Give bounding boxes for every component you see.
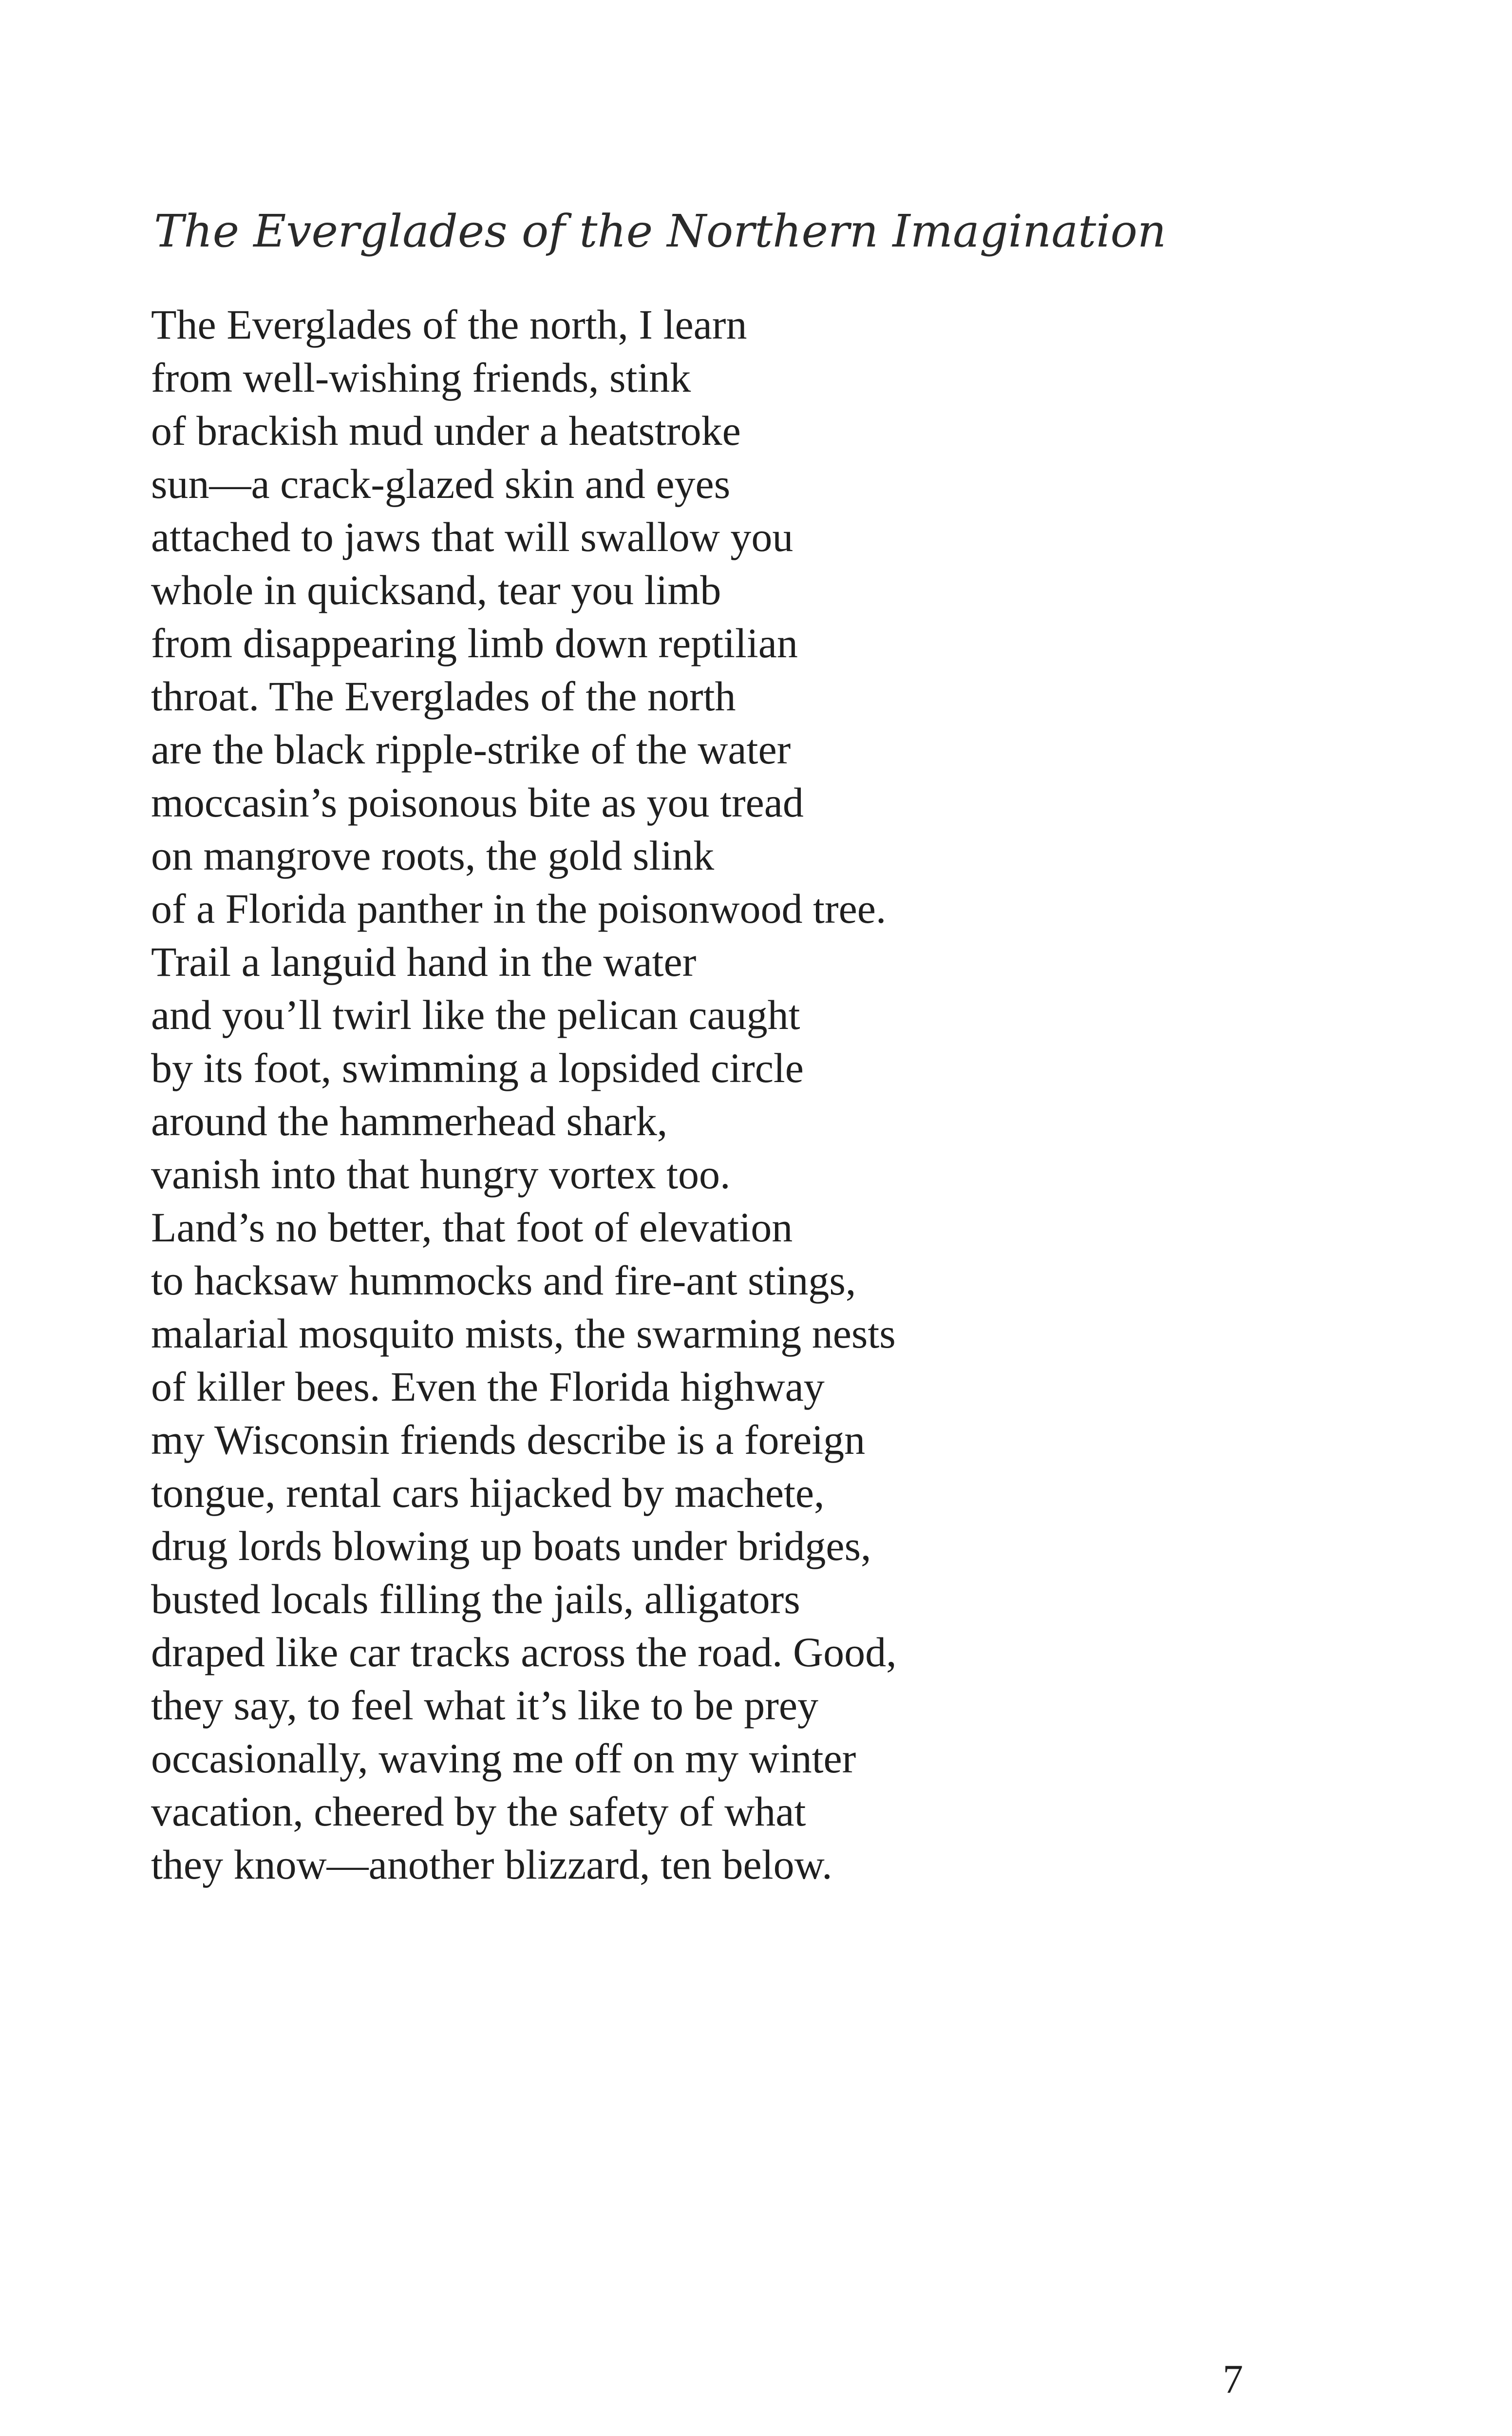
poem-line: Land’s no better, that foot of elevation [151,1204,793,1251]
poem-line: are the black ripple-strike of the water [151,726,791,773]
poem-line: occasionally, waving me off on my winter [151,1735,856,1782]
poem-line: to hacksaw hummocks and fire-ant stings, [151,1257,856,1304]
poem-line: on mangrove roots, the gold slink [151,832,715,879]
poem-line: tongue, rental cars hijacked by machete, [151,1469,825,1516]
poem-line: malarial mosquito mists, the swarming nests [151,1310,896,1357]
poem-line: throat. The Everglades of the north [151,673,736,720]
poem-title: The Everglades of the Northern Imagination [154,205,1167,257]
page-number: 7 [1223,2357,1243,2402]
poem-line: drug lords blowing up boats under bridges, [151,1522,871,1569]
poem-line: they know—another blizzard, ten below. [151,1841,832,1888]
poem-line: they say, to feel what it’s like to be prey [151,1682,819,1729]
poem-line: around the hammerhead shark, [151,1098,668,1144]
poem-line: The Everglades of the north, I learn [151,301,747,348]
poem-line: of a Florida panther in the poisonwood tree. [151,885,887,932]
poem-line: busted locals filling the jails, alligators [151,1576,800,1622]
poem-line: by its foot, swimming a lopsided circle [151,1045,804,1091]
poem-line: moccasin’s poisonous bite as you tread [151,779,804,826]
poem-line: attached to jaws that will swallow you [151,514,794,560]
poem-line: my Wisconsin friends describe is a foreign [151,1416,866,1463]
poem-line: of brackish mud under a heatstroke [151,407,741,454]
poem-line: whole in quicksand, tear you limb [151,567,721,613]
poem-line: from disappearing limb down reptilian [151,620,798,666]
poem-line: draped like car tracks across the road. Good, [151,1629,897,1675]
poem-line: and you’ll twirl like the pelican caught [151,991,800,1038]
poem-line: from well-wishing friends, stink [151,354,691,401]
poem-line: vacation, cheered by the safety of what [151,1788,806,1835]
poem-line: sun—a crack-glazed skin and eyes [151,460,731,507]
poem-line: of killer bees. Even the Florida highway [151,1363,825,1410]
poem-body [151,298,897,1891]
poem-line: vanish into that hungry vortex too. [151,1151,731,1198]
poem-line: Trail a languid hand in the water [151,938,697,985]
